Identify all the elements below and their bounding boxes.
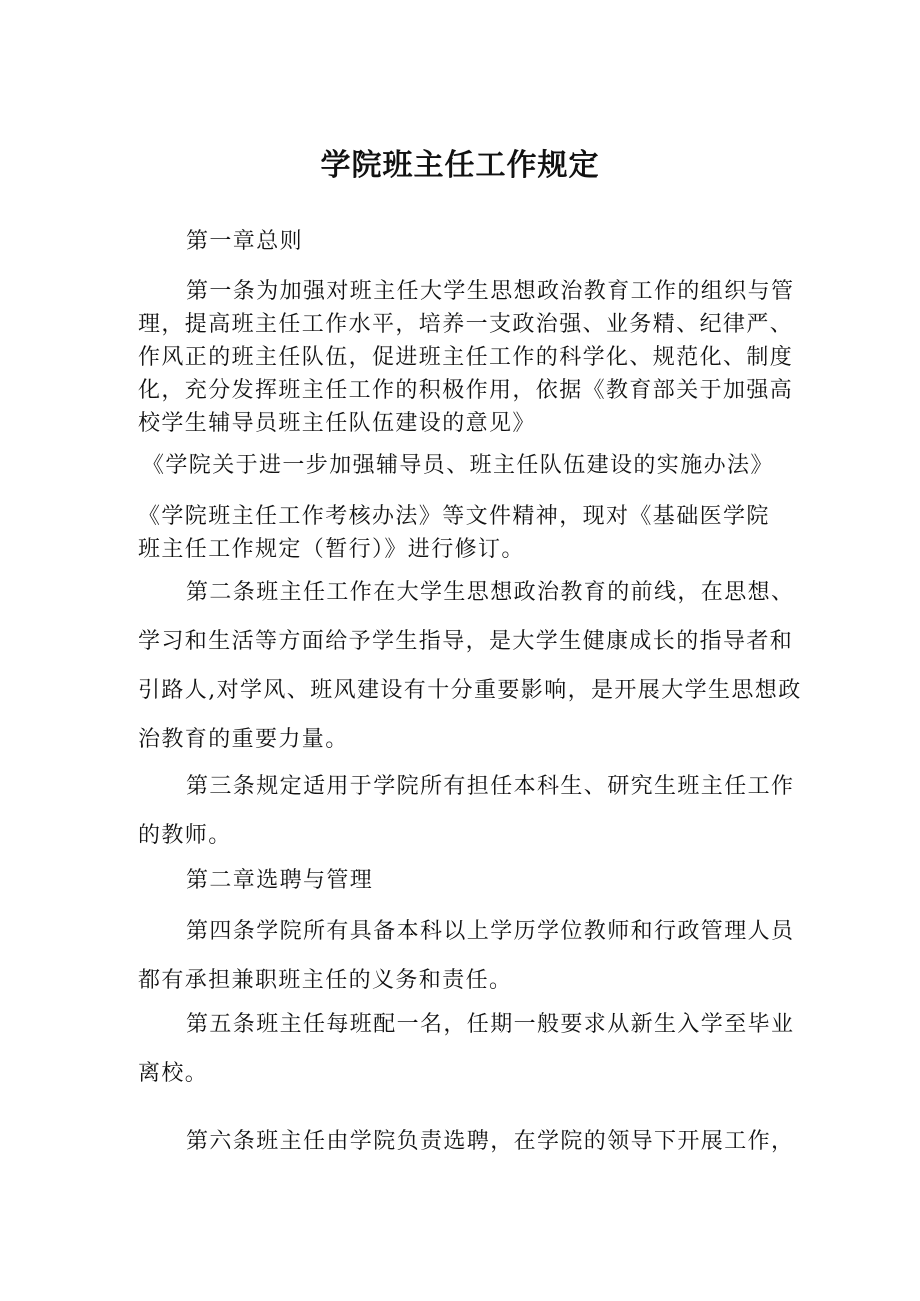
article-line: 《学院班主任工作考核办法》等文件精神，现对《基础医学院	[138, 504, 770, 529]
article-3	[138, 762, 798, 860]
article-line: 第二条班主任工作在大学生思想政治教育的前线，在思想、	[186, 580, 795, 605]
article-line: 第四条学院所有具备本科以上学历学位教师和行政管理人员	[186, 919, 795, 944]
article-line: 第三条规定适用于学院所有担任本科生、研究生班主任工作	[186, 774, 795, 799]
article-line: 第六条班主任由学院负责选聘，在学院的领导下开展工作，	[186, 1129, 795, 1154]
article-line: 班主任工作规定（暂行）》进行修订。	[138, 537, 525, 562]
article-1-reference-2: 《学院关于进一步加强辅导员、班主任队伍建设的实施办法》	[142, 453, 774, 478]
article-line: 学习和生活等方面给予学生指导，是大学生健康成长的指导者和	[138, 629, 794, 654]
article-line: 治教育的重要力量。	[138, 727, 349, 752]
article-4	[138, 907, 798, 1005]
article-line: 离校。	[138, 1061, 209, 1086]
article-line: 第一条为加强对班主任大学生思想政治教育工作的组织与管	[186, 279, 795, 304]
chapter-heading-1: 第一章总则	[186, 229, 304, 254]
article-line: 都有承担兼职班主任的义务和责任。	[138, 968, 513, 993]
article-1-reference-3	[138, 500, 798, 566]
article-6	[138, 1117, 798, 1166]
chapter-heading-2: 第二章选聘与管理	[186, 868, 374, 893]
article-line: 第五条班主任每班配一名，任期一般要求从新生入学至毕业	[186, 1012, 795, 1037]
article-2	[138, 568, 802, 764]
article-line: 理，提高班主任工作水平，培养一支政治强、业务精、纪律严、	[138, 312, 794, 337]
article-line: 校学生辅导员班主任队伍建设的意见》	[138, 411, 536, 436]
article-line: 引路人,对学风、班风建设有十分重要影响，是开展大学生思想政	[138, 678, 802, 703]
article-line: 的教师。	[138, 823, 232, 848]
article-line: 作风正的班主任队伍，促进班主任工作的科学化、规范化、制度	[138, 345, 794, 370]
article-line: 化，充分发挥班主任工作的积极作用，依据《教育部关于加强高	[138, 378, 794, 403]
article-5	[138, 1000, 798, 1098]
article-1	[138, 275, 798, 440]
document-title: 学院班主任工作规定	[320, 148, 600, 183]
